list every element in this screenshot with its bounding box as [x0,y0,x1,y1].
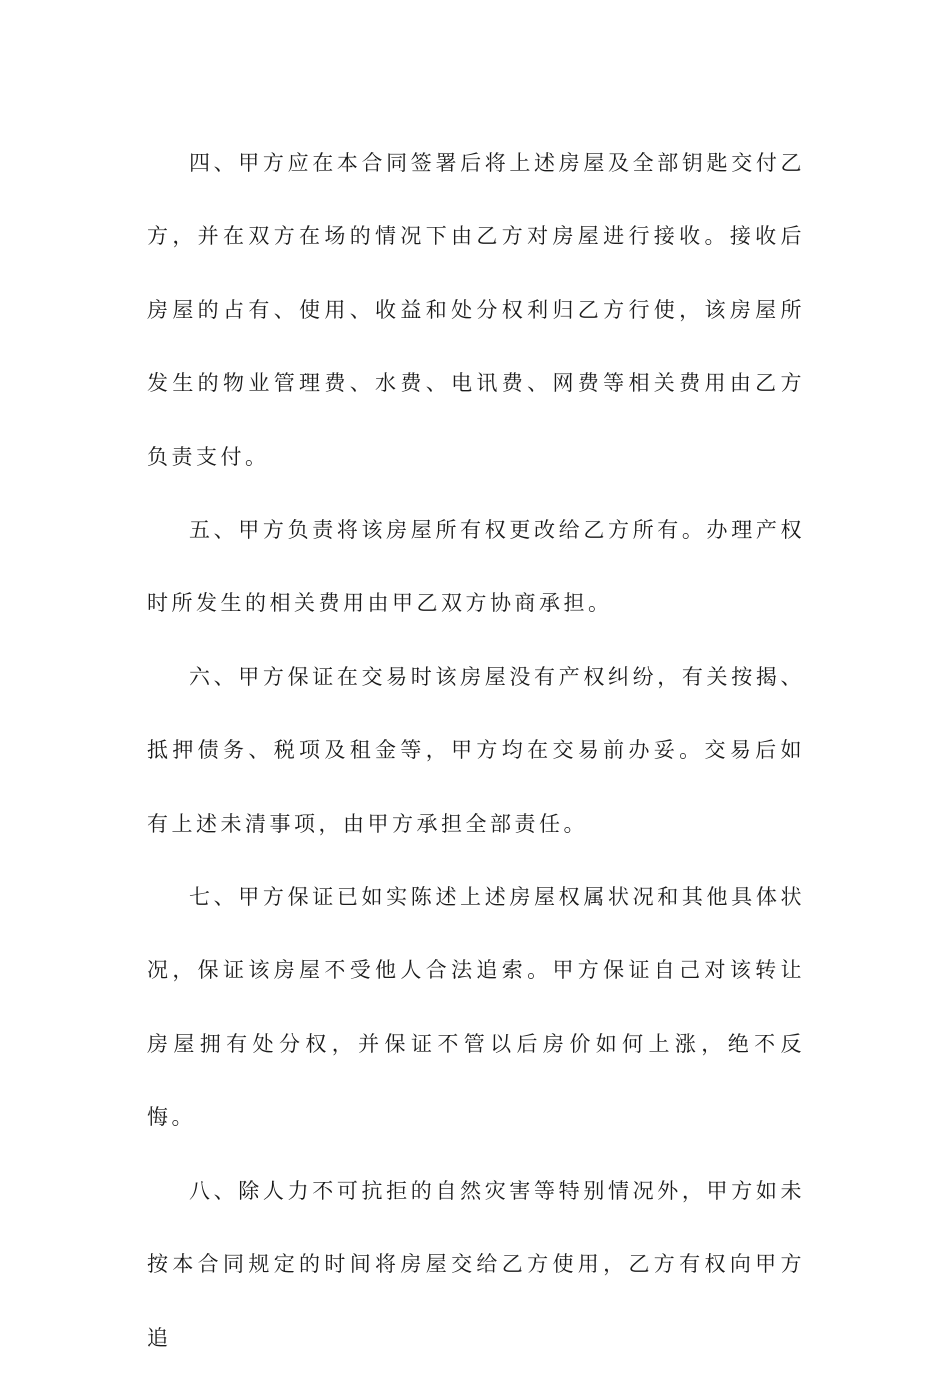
clause-4-paragraph: 四、甲方应在本合同签署后将上述房屋及全部钥匙交付乙方，并在双方在场的情况下由乙方对房屋进行接收。接收后房屋的占有、使用、收益和处分权利归乙方行使，该房屋所发生的物业管理费、水费、电讯费、网费等相关费用由乙方负责支付。 [147,151,805,469]
clause-8-paragraph: 八、除人力不可抗拒的自然灾害等特别情况外，甲方如未按本合同规定的时间将房屋交给乙方使用，乙方有权向甲方追 [147,1178,805,1350]
clause-5-paragraph: 五、甲方负责将该房屋所有权更改给乙方所有。办理产权时所发生的相关费用由甲乙双方协商承担。 [147,518,805,616]
clause-6-paragraph: 六、甲方保证在交易时该房屋没有产权纠纷，有关按揭、抵押债务、税项及租金等，甲方均在交易前办妥。交易后如有上述未清事项，由甲方承担全部责任。 [147,664,805,836]
clause-7-paragraph: 七、甲方保证已如实陈述上述房屋权属状况和其他具体状况，保证该房屋不受他人合法追索。甲方保证自己对该转让房屋拥有处分权，并保证不管以后房价如何上涨，绝不反悔。 [147,885,805,1130]
contract-body [147,127,805,1375]
